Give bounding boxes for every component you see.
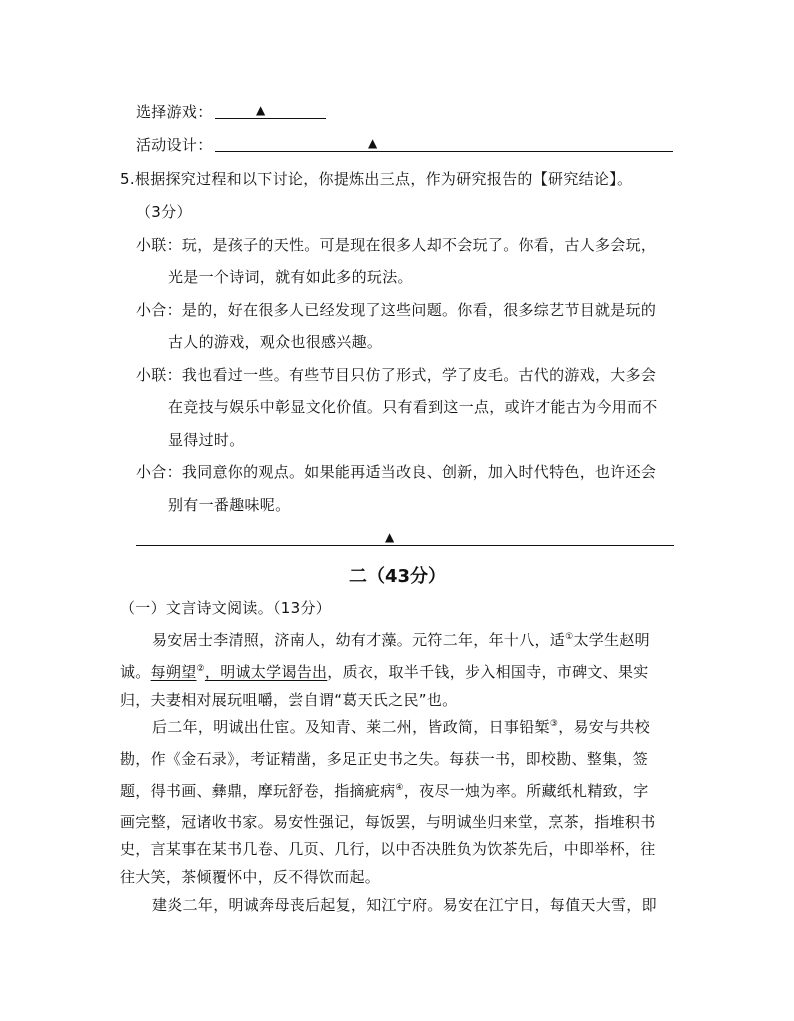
footnote-marker: ② bbox=[196, 664, 205, 674]
dialogue-line: 小联：玩，是孩子的天性。可是现在很多人却不会玩了。你看，古人多会玩， bbox=[136, 236, 657, 254]
dialogue-line: 显得过时。 bbox=[168, 431, 245, 449]
dialogue-line: 光是一个诗词，就有如此多的玩法。 bbox=[168, 268, 413, 286]
dialogue-line: 别有一番趣味呢。 bbox=[168, 496, 291, 514]
question-5-score: （3分） bbox=[136, 203, 192, 221]
game-choice-blank[interactable] bbox=[215, 118, 326, 119]
answer-marker: ▲ bbox=[256, 103, 266, 117]
underlined-text: ，明诚太学谒告出 bbox=[204, 663, 328, 681]
answer-marker: ▲ bbox=[368, 136, 378, 150]
passage-line: 往大笑，茶倾覆怀中，反不得饮而起。 bbox=[120, 868, 381, 886]
subsection-title: （一）文言诗文阅读。（13分） bbox=[120, 599, 332, 617]
passage-line: 建炎二年，明诚奔母丧后起复，知江宁府。易安在江宁日，每值天大雪，即 bbox=[152, 896, 657, 914]
dialogue-line: 小合：是的，好在很多人已经发现了这些问题。你看，很多综艺节目就是玩的 bbox=[136, 301, 657, 319]
passage-line: 易安居士李清照，济南人，幼有才藻。元符二年，年十八，适①太学生赵明 bbox=[152, 631, 650, 649]
dialogue-line: 古人的游戏，观众也很感兴趣。 bbox=[168, 333, 383, 351]
activity-design-label: 活动设计： bbox=[136, 136, 213, 154]
passage-line: 画完整，冠诸收书家。易安性强记，每饭罢，与明诚坐归来堂，烹茶，指堆积书 bbox=[120, 813, 656, 831]
dialogue-line: 小合：我同意你的观点。如果能再适当改良、创新，加入时代特色，也许还会 bbox=[136, 463, 657, 481]
footnote-marker: ③ bbox=[549, 719, 559, 729]
passage-line: 诚。每朔望②，明诚太学谒告出，质衣，取半千钱，步入相国寺，市碑文、果实 bbox=[120, 663, 649, 681]
dialogue-line: 在竞技与娱乐中彰显文化价值。只有看到这一点，或许才能古为今用而不 bbox=[168, 398, 658, 416]
underlined-text: 每朔望 bbox=[150, 663, 197, 681]
passage-line: 题，得书画、彝鼎，摩玩舒卷，指摘疵病④，夜尽一烛为率。所藏纸札精致，字 bbox=[120, 782, 649, 800]
footnote-marker: ④ bbox=[395, 783, 404, 793]
passage-line: 勘，作《金石录》，考证精凿，多足正史书之失。每获一书，即校勘、整集，签 bbox=[120, 750, 649, 768]
section-title: 二（43分） bbox=[349, 566, 447, 587]
passage-line: 史，言某事在某书几卷、几页、几行，以中否决胜负为饮茶先后，中即举杯，往 bbox=[120, 840, 656, 858]
activity-design-blank[interactable] bbox=[215, 151, 673, 152]
answer-line[interactable] bbox=[136, 545, 674, 546]
question-5-prompt: 5.根据探究过程和以下讨论，你提炼出三点，作为研究报告的【研究结论】。 bbox=[120, 170, 633, 188]
footnote-marker: ① bbox=[565, 632, 574, 642]
passage-line: 归，夫妻相对展玩咀嚼，尝自谓“葛天氏之民”也。 bbox=[120, 691, 458, 709]
dialogue-line: 小联：我也看过一些。有些节目只仿了形式，学了皮毛。古代的游戏，大多会 bbox=[136, 366, 657, 384]
game-choice-label: 选择游戏： bbox=[136, 103, 213, 121]
answer-marker: ▲ bbox=[385, 530, 395, 544]
passage-line: 后二年，明诚出仕宦。及知青、莱二州，皆政简，日事铅椠③，易安与共校 bbox=[152, 718, 650, 736]
